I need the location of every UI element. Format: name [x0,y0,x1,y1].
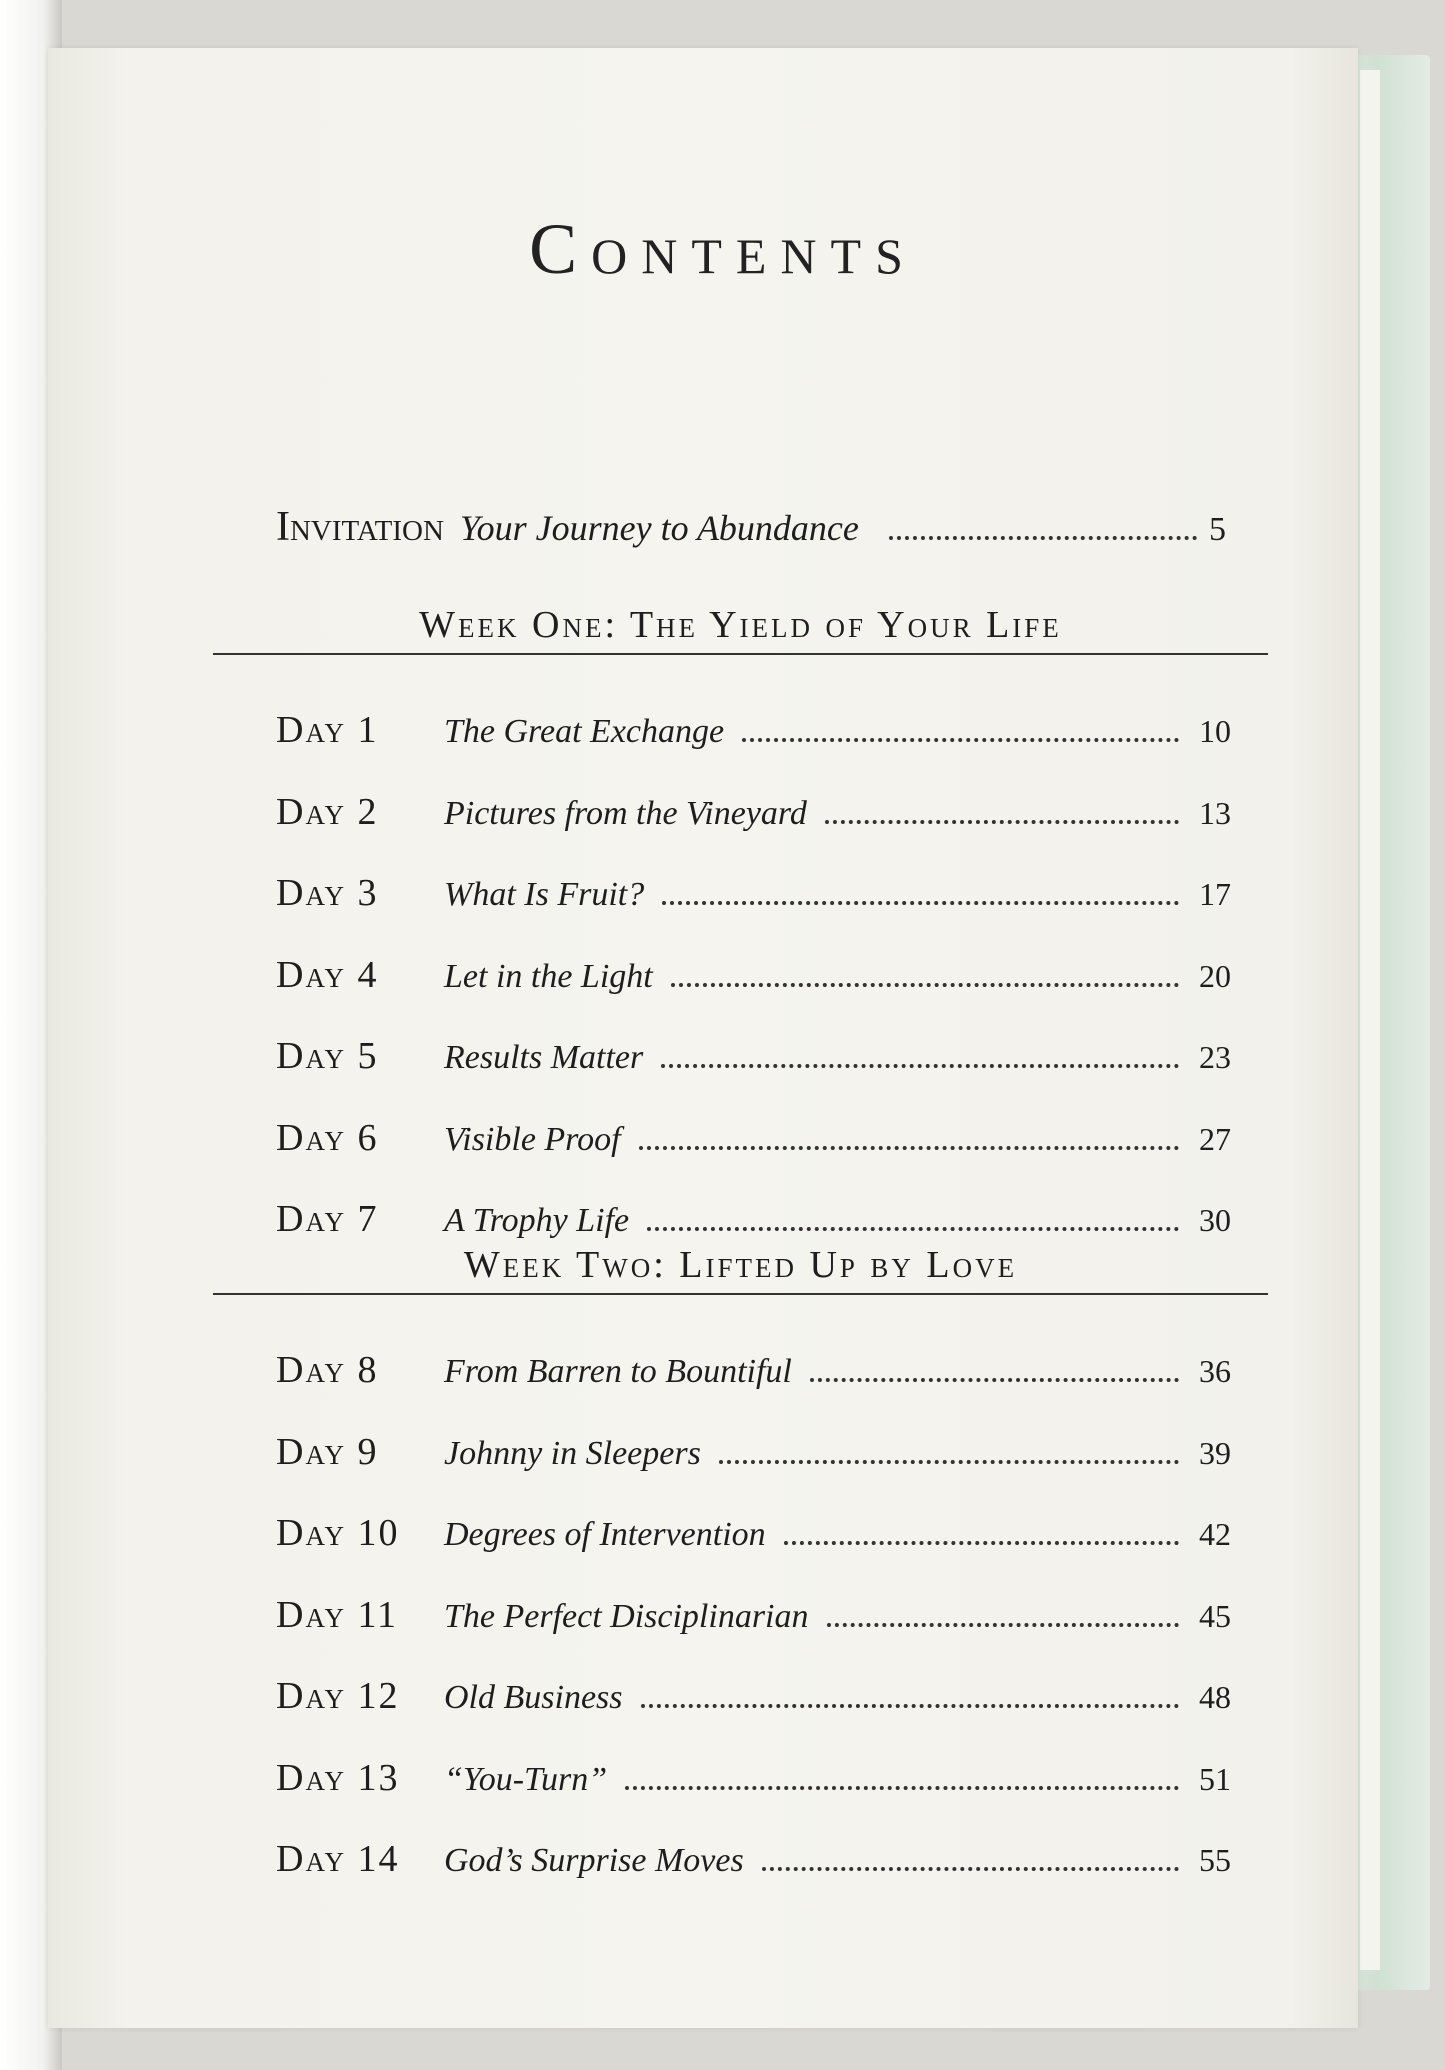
entry-title: Results Matter [444,1039,644,1076]
dot-leader [647,1227,1179,1231]
invitation-page-number: 5 [1209,511,1226,548]
dot-leader [719,1460,1179,1464]
entry-day-label: Day 1 [276,709,379,751]
dot-leader [889,536,1197,540]
entry-title: Visible Proof [444,1120,621,1158]
dot-leader [784,1541,1179,1545]
contents-page [48,48,1358,2028]
entry-day-label: Day 2 [276,790,379,833]
entry-title: Johnny in Sleepers [444,1434,701,1472]
dot-leader [825,820,1179,824]
entry-day-label: Day 6 [276,1116,379,1159]
toc-entry [276,1837,1231,1893]
entry-title: A Trophy Life [444,1202,630,1239]
entry-title: The Great Exchange [444,713,725,750]
entry-page-number: 51 [1199,1760,1231,1797]
entry-page-number: 48 [1199,1679,1231,1715]
toc-entry [276,871,1231,927]
entry-title: The Perfect Disciplinarian [444,1597,809,1635]
entry-day-label: Day 4 [276,953,379,996]
toc-entry [276,1034,1231,1090]
week-one-heading: Week One: The Yield of Your Life [419,604,1062,646]
toc-entry [276,1116,1231,1172]
entry-title: God’s Surprise Moves [444,1842,744,1879]
entry-title: Let in the Light [444,957,653,995]
entry-title: Degrees of Intervention [444,1516,766,1553]
entry-page-number: 30 [1199,1202,1231,1238]
entry-page-number: 10 [1199,713,1231,749]
entry-day-label: Day 3 [276,872,379,914]
entry-title: Pictures from the Vineyard [444,794,807,832]
toc-entry [276,1593,1231,1649]
dot-leader [827,1623,1179,1627]
toc-entry [276,953,1231,1009]
entry-day-label: Day 10 [276,1512,400,1554]
entry-title: From Barren to Bountiful [444,1353,792,1390]
dot-leader [625,1786,1179,1790]
invitation-title: Your Journey to Abundance [459,508,859,548]
week-two-heading: Week Two: Lifted Up by Love [463,1244,1018,1286]
entry-day-label: Day 12 [276,1675,400,1717]
toc-entry [276,1511,1231,1567]
toc-invitation-entry [276,503,1226,563]
page-title: Contents [529,209,917,289]
entry-title: Old Business [444,1679,623,1716]
week-two-rule [213,1293,1268,1295]
entry-title: What Is Fruit? [444,876,645,913]
week-one-rule [213,653,1268,655]
entry-day-label: Day 8 [276,1349,379,1391]
entry-page-number: 55 [1199,1842,1231,1878]
entry-page-number: 36 [1199,1353,1231,1389]
page-block-edge [1360,70,1380,1970]
entry-page-number: 42 [1199,1516,1231,1552]
dot-leader [661,1064,1179,1068]
entry-page-number: 39 [1199,1434,1231,1471]
entry-page-number: 23 [1199,1039,1231,1075]
entry-day-label: Day 13 [276,1756,400,1799]
dot-leader [639,1146,1179,1150]
dot-leader [810,1378,1179,1382]
dot-leader [662,901,1179,905]
entry-day-label: Day 7 [276,1198,379,1240]
dot-leader [641,1704,1180,1708]
entry-day-label: Day 14 [276,1838,400,1880]
invitation-label: Invitation [276,504,444,550]
toc-entry [276,708,1231,764]
entry-page-number: 17 [1199,876,1231,912]
entry-title: “You-Turn” [444,1760,608,1798]
entry-day-label: Day 9 [276,1430,379,1473]
entry-day-label: Day 11 [276,1593,399,1636]
entry-page-number: 27 [1199,1120,1231,1157]
toc-entry [276,1430,1231,1486]
toc-entry [276,790,1231,846]
toc-entry [276,1756,1231,1812]
dot-leader [671,983,1179,987]
entry-day-label: Day 5 [276,1035,379,1077]
dot-leader [742,738,1179,742]
entry-page-number: 20 [1199,957,1231,994]
toc-entry [276,1348,1231,1404]
entry-page-number: 45 [1199,1597,1231,1634]
entry-page-number: 13 [1199,794,1231,831]
toc-entry [276,1674,1231,1730]
dot-leader [762,1867,1179,1871]
